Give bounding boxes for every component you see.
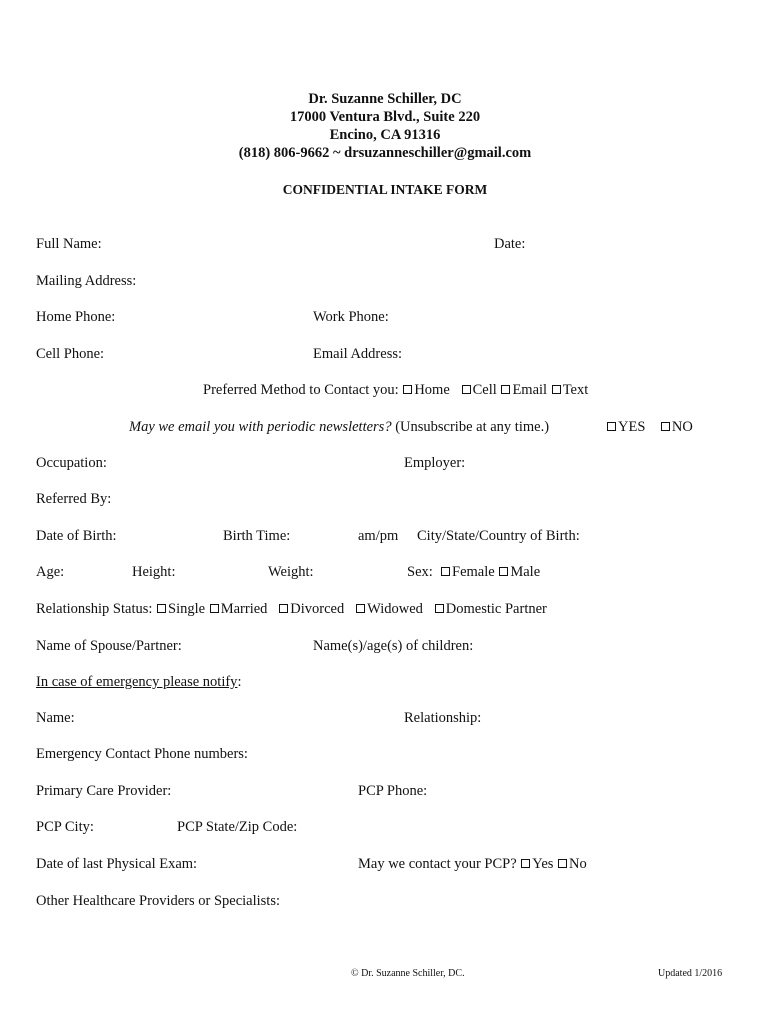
- height-label: Height:: [132, 564, 176, 580]
- occupation-label: Occupation:: [36, 455, 107, 471]
- email-address-label: Email Address:: [313, 346, 403, 362]
- cell-phone-label: Cell Phone:: [36, 346, 105, 362]
- mailing-address-label: Mailing Address:: [36, 273, 137, 289]
- dob-label: Date of Birth:: [36, 528, 117, 544]
- ampm-label: am/pm: [358, 528, 399, 544]
- employer-label: Employer:: [404, 455, 466, 471]
- domestic-partner-checkbox[interactable]: [435, 604, 444, 613]
- contact-email-checkbox[interactable]: [501, 385, 510, 394]
- weight-label: Weight:: [268, 564, 314, 580]
- married-checkbox[interactable]: [210, 604, 219, 613]
- widowed-label: Widowed: [367, 601, 423, 617]
- emergency-heading-text: In case of emergency please notify: [36, 674, 238, 690]
- sex-female-label: Female: [452, 564, 495, 580]
- birth-place-label: City/State/Country of Birth:: [417, 528, 580, 544]
- domestic-partner-label: Domestic Partner: [445, 601, 547, 617]
- home-phone-label: Home Phone:: [36, 309, 116, 325]
- sex-male-label: Male: [510, 564, 541, 580]
- preferred-contact-row: [203, 381, 588, 399]
- full-name-label: Full Name:: [36, 236, 102, 252]
- divorced-label: Divorced: [290, 601, 345, 617]
- contact-pcp-label: May we contact your PCP?: [358, 856, 517, 872]
- married-label: Married: [220, 601, 268, 617]
- address-line-1: 17000 Ventura Blvd., Suite 220: [289, 109, 481, 125]
- emergency-heading-colon: :: [237, 674, 242, 690]
- contact-text-checkbox[interactable]: [552, 385, 561, 394]
- newsletter-yes-label: YES: [618, 419, 646, 435]
- other-providers-label: Other Healthcare Providers or Specialists:: [36, 893, 281, 909]
- emergency-heading: [36, 673, 241, 691]
- age-label: Age:: [36, 564, 65, 580]
- newsletter-no-label: NO: [671, 419, 693, 435]
- contact-home-label: Home: [414, 382, 450, 398]
- contact-home-checkbox[interactable]: [403, 385, 412, 394]
- newsletter-question: May we email you with periodic newsletters?: [129, 419, 392, 435]
- children-label: Name(s)/age(s) of children:: [313, 638, 474, 654]
- contact-email-label: Email: [512, 382, 548, 398]
- contact-pcp-yes-checkbox[interactable]: [521, 859, 530, 868]
- sex-row: [407, 563, 540, 581]
- contact-pcp-no-checkbox[interactable]: [558, 859, 567, 868]
- spouse-name-label: Name of Spouse/Partner:: [36, 638, 182, 654]
- referred-by-label: Referred By:: [36, 491, 112, 507]
- ec-phone-label: Emergency Contact Phone numbers:: [36, 746, 248, 762]
- newsletter-yes-checkbox[interactable]: [607, 422, 616, 431]
- address-line-2: Encino, CA 91316: [329, 127, 441, 143]
- contact-cell-label: Cell: [472, 382, 497, 398]
- practitioner-name: Dr. Suzanne Schiller, DC: [308, 91, 462, 107]
- relationship-status-row: [36, 600, 547, 618]
- sex-male-checkbox[interactable]: [499, 567, 508, 576]
- contact-pcp-no-label: No: [569, 856, 587, 872]
- contact-text-label: Text: [562, 382, 589, 398]
- contact-pcp-row: [358, 855, 587, 873]
- sex-label: Sex:: [407, 564, 433, 580]
- pcp-state-zip-label: PCP State/Zip Code:: [177, 819, 298, 835]
- divorced-checkbox[interactable]: [279, 604, 288, 613]
- last-physical-label: Date of last Physical Exam:: [36, 856, 198, 872]
- single-label: Single: [168, 601, 206, 617]
- newsletter-no-checkbox[interactable]: [661, 422, 670, 431]
- footer-copyright: © Dr. Suzanne Schiller, DC.: [351, 968, 465, 979]
- work-phone-label: Work Phone:: [313, 309, 389, 325]
- widowed-checkbox[interactable]: [356, 604, 365, 613]
- single-checkbox[interactable]: [157, 604, 166, 613]
- ec-relationship-label: Relationship:: [404, 710, 482, 726]
- newsletter-row: [129, 418, 549, 436]
- ec-name-label: Name:: [36, 710, 75, 726]
- form-title: CONFIDENTIAL INTAKE FORM: [282, 182, 488, 197]
- contact-line: (818) 806-9662 ~ drsuzanneschiller@gmail.com: [238, 145, 532, 161]
- pcp-label: Primary Care Provider:: [36, 783, 172, 799]
- pcp-phone-label: PCP Phone:: [358, 783, 428, 799]
- date-label: Date:: [494, 236, 526, 252]
- preferred-contact-label: Preferred Method to Contact you:: [203, 382, 399, 398]
- sex-female-checkbox[interactable]: [441, 567, 450, 576]
- relationship-status-label: Relationship Status:: [36, 601, 153, 617]
- newsletter-options: [606, 418, 693, 436]
- contact-cell-checkbox[interactable]: [462, 385, 471, 394]
- birth-time-label: Birth Time:: [223, 528, 291, 544]
- footer-updated: Updated 1/2016: [658, 968, 723, 979]
- contact-pcp-yes-label: Yes: [532, 856, 554, 872]
- pcp-city-label: PCP City:: [36, 819, 94, 835]
- newsletter-note: (Unsubscribe at any time.): [395, 419, 550, 435]
